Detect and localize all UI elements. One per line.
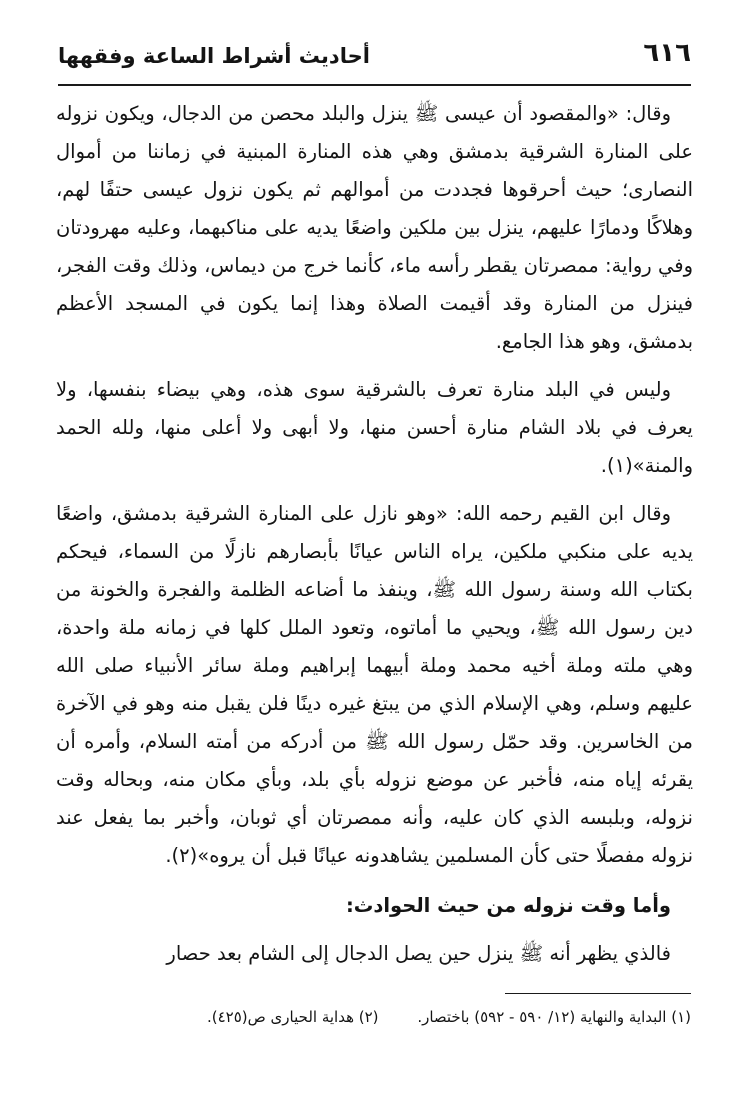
paragraph-quote-ibn-qayyim: وقال ابن القيم رحمه الله: «وهو نازل على المنارة الشرقية بدمشق، واضعًا يديه على منكبي ملكين، يراه الناس عيانًا بأبصارهم نازلًا من السماء، فيحكم بكتاب الله وسنة رسول الله ﷺ، وينفذ ما أضاعه الظلمة والفجرة والخونة من دين رسول الله ﷺ، ويحيي ما أماتوه، وتعود الملل كلها في زمانه ملة واحدة، وهي ملته وملة أخيه محمد وملة أبيهما إبراهيم وملة سائر الأنبياء صلى الله عليهم وسلم، وهي الإسلام الذي من يبتغ غيره دينًا فلن يقبل منه وهو في الآخرة من الخاسرين. وقد حمّل رسول الله ﷺ من أدركه من أمته السلام، وأمره أن يقرئه إياه منه، فأخبر عن موضع نزوله بأي بلد، وبأي مكان منه، وبحاله وقت نزوله، وبلبسه الذي كان عليه، وأنه ممصرتان أي ثوبان، وأخبر بما يفعل عند نزوله مفصلًا حتى كأن المسلمين يشاهدونه عيانًا قبل أن يروه»(٢). — [56, 502, 693, 867]
paragraph-descent-timing: فالذي يظهر أنه ﷺ ينزل حين يصل الدجال إلى الشام بعد حصار — [166, 942, 671, 965]
paragraph-quote-ibn-kathir: وقال: «والمقصود أن عيسى ﷺ ينزل والبلد محصن من الدجال، ويكون نزوله على المنارة الشرقية بدمشق وهي هذه المنارة المبنية في زماننا من أموال النصارى؛ حيث أحرقوها فجددت من أموالهم ثم يكون نزول عيسى حتفًا لهم، وهلاكًا ودمارًا عليهم، ينزل بين ملكين واضعًا يديه على مناكبهما، وعليه مهرودتان وفي رواية: ممصرتان يقطر رأسه ماء، كأنما خرج من ديماس، وذلك وقت الفجر، فينزل من المنارة وقد أقيمت الصلاة وهذا إنما يكون في المسجد الأعظم بدمشق، وهو هذا الجامع. — [56, 102, 693, 353]
footnotes — [58, 1006, 691, 1028]
paragraph-eastern-minaret: وليس في البلد منارة تعرف بالشرقية سوى هذه، وهي بيضاء بنفسها، ولا يعرف في بلاد الشام منارة أحسن منها، ولا أبهى ولا أعلى منها، ولله الحمد والمنة»(١). — [56, 378, 693, 477]
page-header — [58, 36, 691, 86]
running-title: أحاديث أشراط الساعة وفقهها — [58, 44, 370, 68]
footnote-2: (٢) هداية الحيارى ص(٤٢٥). — [207, 1008, 379, 1026]
footnote-1: (١) البداية والنهاية (١٢/ ٥٩٠ - ٥٩٢) باختصار. — [417, 1008, 691, 1026]
footnote-divider — [505, 993, 691, 994]
body-text — [56, 95, 693, 973]
section-subheading: وأما وقت نزوله من حيث الحوادث: — [345, 894, 671, 917]
page-number: ٦١٦ — [643, 38, 691, 68]
